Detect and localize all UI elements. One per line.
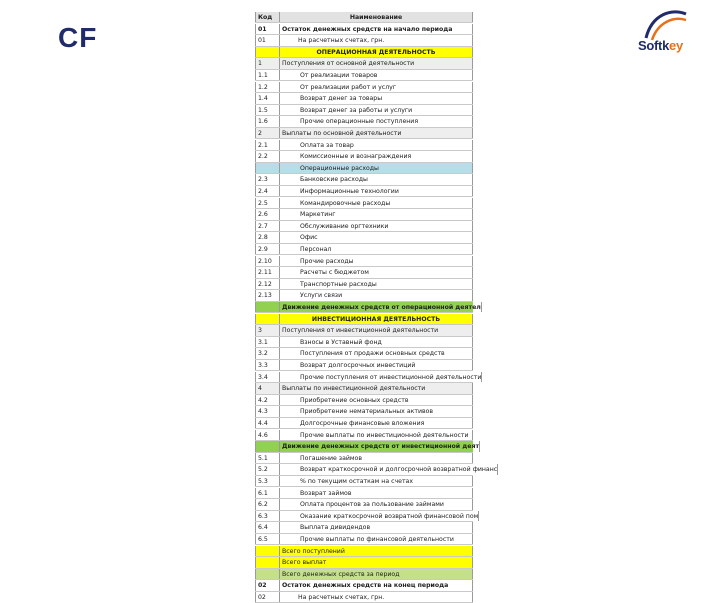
table-row bbox=[255, 348, 473, 359]
row-code: 2.13 bbox=[255, 290, 280, 300]
row-code: 1.5 bbox=[255, 105, 280, 115]
row-code: 2.3 bbox=[255, 174, 280, 184]
row-name: Прочие выплаты по финансовой деятельности bbox=[280, 534, 473, 544]
row-name: От реализации товаров bbox=[280, 70, 473, 80]
table-row bbox=[255, 290, 473, 301]
table-row bbox=[255, 24, 473, 35]
row-code: 6.4 bbox=[255, 522, 280, 532]
table-row bbox=[255, 267, 473, 278]
table-row bbox=[255, 406, 473, 417]
row-code bbox=[255, 569, 280, 579]
row-code: 6.2 bbox=[255, 499, 280, 509]
row-name: От реализации работ и услуг bbox=[280, 82, 473, 92]
table-row bbox=[255, 12, 473, 23]
table-row bbox=[255, 441, 480, 452]
row-name: Операционные расходы bbox=[280, 163, 473, 173]
table-row bbox=[255, 360, 473, 371]
row-code: 3.4 bbox=[255, 372, 280, 382]
row-code: 5.2 bbox=[255, 464, 280, 474]
row-name: Возврат краткосрочной и долгосрочной возвратной финанс bbox=[280, 464, 498, 474]
table-row bbox=[255, 464, 498, 475]
row-code: 4.3 bbox=[255, 406, 280, 416]
row-name: Оказание краткосрочной возвратной финансовой пом bbox=[280, 511, 479, 521]
row-code: 2.11 bbox=[255, 267, 280, 277]
table-row bbox=[255, 198, 473, 209]
row-code bbox=[255, 557, 280, 567]
table-row bbox=[255, 511, 479, 522]
row-code: 2 bbox=[255, 128, 280, 138]
row-code: 6.3 bbox=[255, 511, 280, 521]
row-code: 3 bbox=[255, 325, 280, 335]
table-row bbox=[255, 302, 481, 313]
row-name: Прочие операционные поступления bbox=[280, 116, 473, 126]
row-name: Всего выплат bbox=[280, 557, 473, 567]
table-row bbox=[255, 151, 473, 162]
row-name: Выплаты по инвестиционной деятельности bbox=[280, 383, 473, 393]
table-row bbox=[255, 35, 473, 46]
row-code: 2.10 bbox=[255, 256, 280, 266]
table-row bbox=[255, 116, 473, 127]
row-name: Выплаты по основной деятельности bbox=[280, 128, 473, 138]
row-code: 3.3 bbox=[255, 360, 280, 370]
row-code: 2.5 bbox=[255, 198, 280, 208]
row-name: На расчетных счетах, грн. bbox=[280, 592, 473, 602]
cash-flow-table bbox=[255, 12, 498, 601]
table-row bbox=[255, 93, 473, 104]
row-code bbox=[255, 47, 280, 57]
table-row bbox=[255, 244, 473, 255]
row-name: Прочие поступления от инвестиционной деятельности bbox=[280, 372, 482, 382]
row-name: Возврат займов bbox=[280, 488, 473, 498]
row-name: Погашение займов bbox=[280, 453, 473, 463]
row-code: 5.1 bbox=[255, 453, 280, 463]
row-name: Персонал bbox=[280, 244, 473, 254]
row-code bbox=[255, 314, 280, 324]
row-name: Всего поступлений bbox=[280, 546, 473, 556]
row-code bbox=[255, 441, 280, 451]
table-row bbox=[255, 534, 473, 545]
row-name: Услуги связи bbox=[280, 290, 473, 300]
table-row bbox=[255, 186, 473, 197]
row-code: 4.4 bbox=[255, 418, 280, 428]
row-name: Приобретение нематериальных активов bbox=[280, 406, 473, 416]
row-code bbox=[255, 302, 280, 312]
row-code: 01 bbox=[255, 35, 280, 45]
row-name: Информационные технологии bbox=[280, 186, 473, 196]
row-code: Код bbox=[255, 12, 280, 22]
table-row bbox=[255, 47, 473, 58]
table-row bbox=[255, 163, 473, 174]
row-code: 6.5 bbox=[255, 534, 280, 544]
row-code: 3.1 bbox=[255, 337, 280, 347]
table-row bbox=[255, 592, 473, 603]
row-code: 3.2 bbox=[255, 348, 280, 358]
table-row bbox=[255, 82, 473, 93]
softkey-logo bbox=[634, 8, 694, 58]
slide-title: CF bbox=[58, 22, 98, 53]
row-code: 2.8 bbox=[255, 232, 280, 242]
row-name: Возврат денег за товары bbox=[280, 93, 473, 103]
table-row bbox=[255, 418, 473, 429]
row-name: Банковские расходы bbox=[280, 174, 473, 184]
row-name: На расчетных счетах, грн. bbox=[280, 35, 473, 45]
row-name: Транспортные расходы bbox=[280, 279, 473, 289]
row-code: 2.2 bbox=[255, 151, 280, 161]
row-name: Прочие выплаты по инвестиционной деятельности bbox=[280, 430, 473, 440]
table-row bbox=[255, 232, 473, 243]
table-row bbox=[255, 279, 473, 290]
table-row bbox=[255, 430, 473, 441]
row-name: Возврат долгосрочных инвестиций bbox=[280, 360, 473, 370]
row-name: Взносы в Уставный фонд bbox=[280, 337, 473, 347]
table-row bbox=[255, 256, 473, 267]
row-code: 1 bbox=[255, 58, 280, 68]
row-code bbox=[255, 546, 280, 556]
row-code: 4 bbox=[255, 383, 280, 393]
row-code: 1.2 bbox=[255, 82, 280, 92]
row-code: 2.9 bbox=[255, 244, 280, 254]
row-code: 2.6 bbox=[255, 209, 280, 219]
row-name: Расчеты с бюджетом bbox=[280, 267, 473, 277]
table-row bbox=[255, 522, 473, 533]
row-name: Поступления от продажи основных средств bbox=[280, 348, 473, 358]
row-code: 1.6 bbox=[255, 116, 280, 126]
row-code: 2.4 bbox=[255, 186, 280, 196]
table-row bbox=[255, 499, 473, 510]
row-name: Остаток денежных средств на конец периода bbox=[280, 580, 473, 590]
table-row bbox=[255, 569, 473, 580]
table-row bbox=[255, 337, 473, 348]
table-row bbox=[255, 557, 473, 568]
table-row bbox=[255, 325, 473, 336]
row-code: 02 bbox=[255, 580, 280, 590]
logo-text-main: Softk bbox=[638, 38, 670, 53]
table-row bbox=[255, 488, 473, 499]
row-name: Оплата процентов за пользование займами bbox=[280, 499, 473, 509]
table-row bbox=[255, 546, 473, 557]
row-name: Движение денежных средств от операционной деятел bbox=[282, 304, 481, 311]
logo-text bbox=[638, 38, 683, 53]
row-code: 2.1 bbox=[255, 140, 280, 150]
row-name: ИНВЕСТИЦИОННАЯ ДЕЯТЕЛЬНОСТЬ bbox=[280, 314, 473, 324]
table-row bbox=[255, 58, 473, 69]
table-row bbox=[255, 580, 473, 591]
row-name: Прочие расходы bbox=[280, 256, 473, 266]
row-name: Приобретение основных средств bbox=[280, 395, 473, 405]
row-code: 5.3 bbox=[255, 476, 280, 486]
table-row bbox=[255, 70, 473, 81]
row-name: Остаток денежных средств на начало периода bbox=[280, 24, 473, 34]
row-code: 1.4 bbox=[255, 93, 280, 103]
row-code: 6.1 bbox=[255, 488, 280, 498]
table-row bbox=[255, 174, 473, 185]
row-code: 4.2 bbox=[255, 395, 280, 405]
table-row bbox=[255, 209, 473, 220]
row-name: Всего денежных средств за период bbox=[280, 569, 473, 579]
row-name: Долгосрочные финансовые вложения bbox=[280, 418, 473, 428]
table-row bbox=[255, 221, 473, 232]
row-code: 2.12 bbox=[255, 279, 280, 289]
table-row bbox=[255, 372, 482, 383]
row-name: % по текущим остаткам на счетах bbox=[280, 476, 473, 486]
table-row bbox=[255, 128, 473, 139]
row-name: Командировочные расходы bbox=[280, 198, 473, 208]
row-name: Наименование bbox=[280, 12, 473, 22]
row-name: Маркетинг bbox=[280, 209, 473, 219]
row-code: 01 bbox=[255, 24, 280, 34]
row-name: Поступления от инвестиционной деятельности bbox=[280, 325, 473, 335]
table-row bbox=[255, 453, 473, 464]
row-name: Выплата дивидендов bbox=[280, 522, 473, 532]
row-code bbox=[255, 163, 280, 173]
row-name: Оплата за товар bbox=[280, 140, 473, 150]
row-name: Офис bbox=[280, 232, 473, 242]
table-row bbox=[255, 395, 473, 406]
table-row bbox=[255, 140, 473, 151]
table-row bbox=[255, 314, 473, 325]
row-code: 2.7 bbox=[255, 221, 280, 231]
row-code: 4.6 bbox=[255, 430, 280, 440]
row-name: Комиссионные и вознаграждения bbox=[280, 151, 473, 161]
row-name: Поступления от основной деятельности bbox=[280, 58, 473, 68]
logo-text-accent: ey bbox=[669, 38, 683, 53]
table-row bbox=[255, 476, 473, 487]
row-name: Движение денежных средств от инвестиционной деят bbox=[282, 443, 480, 451]
row-code: 02 bbox=[255, 592, 280, 602]
table-row bbox=[255, 383, 473, 394]
row-name: Обслуживание оргтехники bbox=[280, 221, 473, 231]
row-name: ОПЕРАЦИОННАЯ ДЕЯТЕЛЬНОСТЬ bbox=[280, 47, 473, 57]
row-name: Возврат денег за работы и услуги bbox=[280, 105, 473, 115]
table-row bbox=[255, 105, 473, 116]
row-code: 1.1 bbox=[255, 70, 280, 80]
